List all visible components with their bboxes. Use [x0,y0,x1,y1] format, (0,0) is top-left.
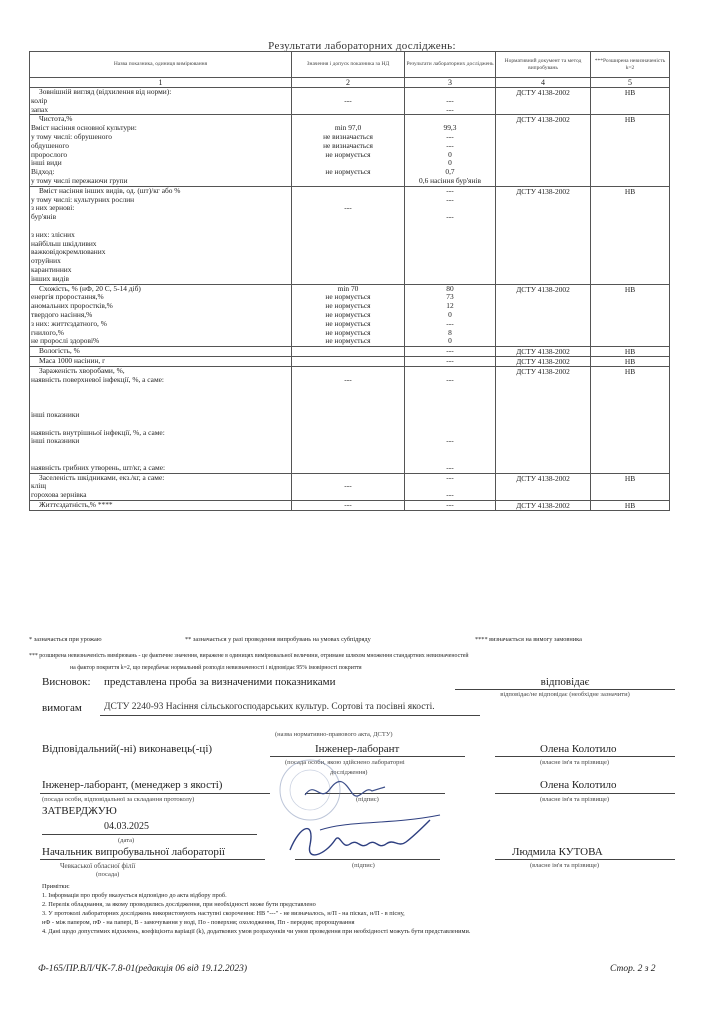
indicator-cell-line: запах [31,105,49,114]
indicator-cell [30,501,292,511]
norm-cell-line: --- [344,96,352,105]
head-name-line [495,859,675,860]
uncertainty-cell: НВ [591,88,670,115]
norm-cell-line [293,115,403,124]
indicator-cell [30,186,292,284]
indicator-cell-line: найбільш шкідливих [31,239,97,248]
indicator-cell [30,284,292,347]
norm-cell-line [293,402,403,411]
col-number: 1 [30,78,292,88]
col-number: 5 [591,78,670,88]
indicator-cell-line: бур'янів [31,213,57,222]
norm-cell-line [293,88,403,97]
result-cell-line: 73 [446,293,454,302]
indicator-cell-line [31,446,290,455]
engineer-name-caption: (власне ім'я та прізвище) [540,796,609,803]
result-cell-line: 0 [448,150,452,159]
responsible-name-caption: (власне ім'я та прізвище) [540,759,609,766]
head-name-caption: (власне ім'я та прізвище) [530,862,599,869]
norm-cell-line [293,394,403,403]
norm-cell-line [293,491,403,500]
result-cell-line: --- [446,501,454,510]
uncertainty-cell: НВ [591,115,670,186]
head-position-line [40,859,265,860]
header-method: Нормативний документ та метод випробувань [496,52,591,78]
engineer-position-line [40,793,270,794]
indicator-cell-line: наявність грибних утворень, шт/кг, а саме: [31,463,166,472]
indicator-cell [30,88,292,115]
result-cell-line [406,204,494,213]
norm-cell-line [293,446,403,455]
indicator-cell-line: обдушеного [31,141,69,150]
col-number: 3 [405,78,496,88]
indicator-cell-line: кліщ [31,482,47,491]
indicator-cell-line: не пророслі здорові% [31,337,100,346]
norm-cell-line [293,347,403,356]
table-row [30,186,670,284]
engineer-name: Олена Колотило [540,779,617,791]
indicator-cell [30,357,292,367]
engineer-signature-caption: (підпис) [356,796,379,803]
conclusion-result: відповідає [540,676,590,688]
indicator-cell-line: з них зернові: [31,204,75,213]
norm-cell [292,367,405,474]
requirements-label: вимогам [42,702,82,714]
results-table [29,51,670,511]
indicator-cell-line: у тому числі пережаючи групи [31,176,128,185]
header-uncertainty: ***Розширена невизначеність k=2 [591,52,670,78]
norm-cell-line [293,222,403,231]
indicator-cell [30,473,292,500]
note-3b: нФ - між папером, пФ - на папері, В - замочування у воді, По - поверхня; охолодження, Пп - передня; пророщування [42,919,355,926]
result-cell [405,473,496,500]
result-cell-line [406,385,494,394]
conclusion-underline [455,689,675,690]
footnote-5: на фактор покриття k=2, що передбачає нормальний розподіл невизначеності і відповідає 95% імовірності покриття [70,665,362,671]
result-cell-line: --- [446,437,454,446]
norm-cell-line [293,411,403,420]
responsible-label: Відповідальний(-ні) виконавець(-ці) [42,743,213,755]
method-cell: ДСТУ 4138-2002 [496,115,591,186]
norm-cell-line [293,231,403,240]
method-cell: ДСТУ 4138-2002 [496,367,591,474]
result-cell [405,501,496,511]
indicator-cell-line: гнилого,% [31,328,64,337]
uncertainty-cell: НВ [591,357,670,367]
page-title: Результати лабораторних досліджень: [268,40,456,52]
engineer-name-line [495,793,675,794]
note-3: 3. У протоколі лабораторних досліджень використовують наступні скорочення: НВ "---" - не визначалось, н/П - на пісках, н/П - в пісну, [42,910,405,917]
result-cell-line: --- [446,105,454,114]
norm-cell-line [293,240,403,249]
norm-cell-line [293,455,403,464]
indicator-cell-line [31,222,290,231]
result-cell [405,88,496,115]
norm-cell-line [293,177,403,186]
note-2: 2. Перелік обладнання, за якому проводились дослідження, при необхідності може бути представлено [42,901,316,908]
result-cell-line: --- [446,141,454,150]
indicator-cell-line: енергія проростання,% [31,293,104,302]
norm-cell-line [293,437,403,446]
approval-date-line [42,834,257,835]
table-row [30,347,670,357]
result-cell-line: --- [446,319,454,328]
norm-cell-line: не нормується [325,337,371,346]
conclusion-caption: відповідає/не відповідає (необхідне зазначити) [500,691,630,698]
engineer-label: Інженер-лаборант, (менеджер з якості) [42,779,223,791]
norm-cell [292,357,405,367]
col-number: 2 [292,78,405,88]
method-cell: ДСТУ 4138-2002 [496,501,591,511]
result-cell-line [406,88,494,97]
norm-cell-line [293,196,403,205]
head-name: Людмила КУТОВА [512,846,603,858]
approval-date: 04.03.2025 [104,821,149,832]
result-cell-line [406,446,494,455]
indicator-cell-line: інші показники [31,411,80,420]
indicator-cell-line: отруйних [31,257,61,266]
result-cell-line: --- [446,357,454,366]
norm-cell-line [293,474,403,483]
uncertainty-cell: НВ [591,367,670,474]
norm-cell-line [293,213,403,222]
result-cell-line: --- [446,96,454,105]
indicator-cell-line: пророслого [31,150,68,159]
result-cell-line: --- [446,491,454,500]
table-row [30,115,670,186]
result-cell-line [406,266,494,275]
approval-date-caption: (дата) [118,837,135,844]
norm-cell-line: не нормується [325,310,371,319]
result-cell-line: 0 [448,337,452,346]
indicator-cell-line [31,385,290,394]
result-cell-line: 0,6 насіння бур'янів [419,176,481,185]
norm-cell-line: min 97,0 [334,124,362,133]
norm-cell-line: --- [344,501,352,510]
col-number: 4 [496,78,591,88]
indicator-cell-line: Вміст насіння основної культури: [31,124,137,133]
standard-caption: (назва нормативно-правового акта, ДСТУ) [275,731,393,738]
result-cell-line [406,482,494,491]
norm-cell-line: --- [344,375,352,384]
indicator-cell-line: інші показники [31,437,80,446]
responsible-name-line [495,756,675,757]
indicator-cell [30,347,292,357]
table-row [30,367,670,474]
indicator-cell-line: горохова зернівка [31,491,87,500]
result-cell-line [406,402,494,411]
result-cell-line [406,240,494,249]
result-cell-line: 8 [448,328,452,337]
indicator-cell-line: твердого насіння,% [31,310,93,319]
form-code: Ф-165/ПР.ВЛ/ЧК-7.8-01(редакція 06 від 19.12.2023) [38,964,248,974]
result-cell-line [406,275,494,284]
note-1: 1. Інформація про пробу вказується відповідно до акта відбору проб. [42,892,227,899]
header-norm: Значення і допуск показника за НД [292,52,405,78]
indicator-cell-line [31,420,290,429]
norm-cell-line: --- [344,482,352,491]
result-cell-line [406,231,494,240]
footnote-1: * зазначається при урожаю [29,636,102,643]
result-cell-line: --- [446,132,454,141]
conclusion-label: Висновок: [42,676,91,688]
norm-cell-line [293,159,403,168]
standard-underline [100,715,480,716]
indicator-cell-line: наявність поверхневої інфекції, %, а саме: [31,375,164,384]
norm-cell-line [293,266,403,275]
norm-cell [292,501,405,511]
result-cell-line: --- [446,473,454,482]
result-cell-line: 0,7 [445,168,455,177]
indicator-cell-line: аномальних проростків,% [31,302,113,311]
uncertainty-cell: НВ [591,347,670,357]
uncertainty-cell: НВ [591,284,670,347]
result-cell-line: 99,3 [443,124,457,133]
result-cell-line [406,367,494,376]
norm-cell-line [293,275,403,284]
head-organization: Чевкаської обласної філії [60,862,136,870]
result-cell [405,186,496,284]
norm-cell-line [293,385,403,394]
head-signature-caption: (підпис) [352,862,375,869]
method-cell: ДСТУ 4138-2002 [496,284,591,347]
norm-cell [292,347,405,357]
norm-cell [292,88,405,115]
result-cell-line [406,115,494,124]
table-row [30,88,670,115]
indicator-cell-line: Вологість, % [39,347,80,356]
result-cell [405,347,496,357]
table-row [30,284,670,347]
result-cell-line: --- [446,347,454,356]
norm-cell-line: --- [344,204,352,213]
responsible-name: Олена Колотило [540,743,617,755]
indicator-cell-line: Зараженість хворобами, %, [39,367,125,376]
indicator-cell-line [31,402,290,411]
norm-cell-line [293,420,403,429]
result-cell [405,367,496,474]
norm-cell-line [293,106,403,115]
result-cell-line: --- [446,375,454,384]
footnote-2: ** зазначається у разі проведення випробувань на умовах субпідряду [185,636,371,643]
responsible-position: Інженер-лаборант [315,743,400,755]
result-cell-line [406,248,494,257]
indicator-cell-line: інші види [31,159,62,168]
result-cell-line [406,420,494,429]
norm-cell-line [293,357,403,366]
norm-cell-line [293,429,403,438]
notes-heading: Примітки: [42,883,70,890]
indicator-cell-line: Відход: [31,168,55,177]
norm-cell [292,473,405,500]
indicator-cell-line: інших видів [31,274,69,283]
result-cell-line: 0 [448,159,452,168]
table-row [30,501,670,511]
method-cell: ДСТУ 4138-2002 [496,186,591,284]
norm-cell [292,284,405,347]
norm-cell-line: не нормується [325,328,371,337]
responsible-position-caption-2: дослідження) [330,769,368,776]
norm-cell-line [293,187,403,196]
norm-cell-line: не нормується [325,302,371,311]
indicator-cell-line: Життєздатність,% **** [39,501,113,510]
norm-cell [292,115,405,186]
engineer-position-caption: (посада особи, відповідальної за складання протоколу) [42,796,195,803]
result-cell-line: 12 [446,302,454,311]
result-cell-line: 0 [448,310,452,319]
indicator-cell-line [31,455,290,464]
result-cell-line: --- [446,186,454,195]
result-cell-line [406,455,494,464]
result-cell [405,357,496,367]
indicator-cell-line: з них: життєздатного, % [31,319,107,328]
page-number: Стор. 2 з 2 [610,964,656,974]
norm-cell [292,186,405,284]
indicator-cell-line: наявність внутрішньої інфекції, %, а саме: [31,428,165,437]
result-cell [405,284,496,347]
standard-reference: ДСТУ 2240-93 Насіння сільськогосподарських культур. Сортові та посівні якості. [104,702,435,712]
table-row [30,357,670,367]
norm-cell-line [293,248,403,257]
method-cell: ДСТУ 4138-2002 [496,347,591,357]
table-row [30,473,670,500]
indicator-cell-line: важковідокремлюваних [31,248,106,257]
result-cell [405,115,496,186]
result-cell-line [406,257,494,266]
indicator-cell-line: Заселеність шкідниками, екз./кг, а саме: [39,473,165,482]
footnote-4: *** розширена невизначеність вимірювань - це фактичне значення, виражене в одиницях вимірювальної величини, отримане шляхом множення стандартних невизначеностей [29,653,469,659]
head-signature-image [280,800,450,875]
approval-label: ЗАТВЕРДЖУЮ [42,805,117,817]
norm-cell-line: min 70 [337,284,359,293]
conclusion-text: представлена проба за визначеними показниками [104,676,336,688]
norm-cell-line: не визначається [323,141,373,150]
indicator-cell-line: у тому числі: обрушеного [31,132,112,141]
indicator-cell-line: Схожість, % (нФ, 20 С, 5-14 діб) [39,284,141,293]
indicator-cell [30,115,292,186]
note-4: 4. Дані щодо допустимих відхилень, коефіцієнта варіації (k), додаткових умов розрахунків чи умов проведення при необхідності можуть бути представленими. [42,928,471,935]
indicator-cell-line: колір [31,96,48,105]
indicator-cell-line: у тому числі: культурних рослин [31,195,135,204]
result-cell-line [406,222,494,231]
result-cell-line: --- [446,213,454,222]
method-cell: ДСТУ 4138-2002 [496,357,591,367]
header-indicator: Назва показника, одиниця вимірювання [30,52,292,78]
norm-cell-line: не визначається [323,132,373,141]
uncertainty-cell: НВ [591,501,670,511]
result-cell-line [406,411,494,420]
head-label: Начальник випробувальної лабораторії [42,846,225,858]
norm-cell-line [293,257,403,266]
indicator-cell-line [31,394,290,403]
norm-cell-line: не нормується [325,168,371,177]
result-cell-line [406,429,494,438]
uncertainty-cell: НВ [591,473,670,500]
responsible-position-caption: (посада особи, якою здійснено лабораторні [285,759,405,766]
norm-cell-line [293,367,403,376]
header-result: Результати лабораторних досліджень [405,52,496,78]
result-cell-line: 80 [446,284,454,293]
norm-cell-line: не нормується [325,293,371,302]
indicator-cell-line: Зовнішній вигляд (відхилення від норми): [39,88,172,96]
head-position-caption: (посада) [96,871,120,878]
indicator-cell-line: карантинних [31,265,72,274]
method-cell: ДСТУ 4138-2002 [496,88,591,115]
uncertainty-cell: НВ [591,186,670,284]
footnote-3: **** визначається на вимогу замовника [475,636,582,643]
norm-cell-line: не нормується [325,319,371,328]
method-cell: ДСТУ 4138-2002 [496,473,591,500]
indicator-cell [30,367,292,474]
indicator-cell-line: Маса 1000 насінин, г [39,357,106,366]
indicator-cell-line: Чистота,% [39,115,73,124]
indicator-cell-line: з них: злісних [31,230,75,239]
norm-cell-line: не нормується [325,150,371,159]
result-cell-line: --- [446,195,454,204]
norm-cell-line [293,464,403,473]
result-cell-line [406,394,494,403]
indicator-cell-line: Вміст насіння інших видів, од. (шт)/кг або % [39,186,181,195]
result-cell-line: --- [446,463,454,472]
